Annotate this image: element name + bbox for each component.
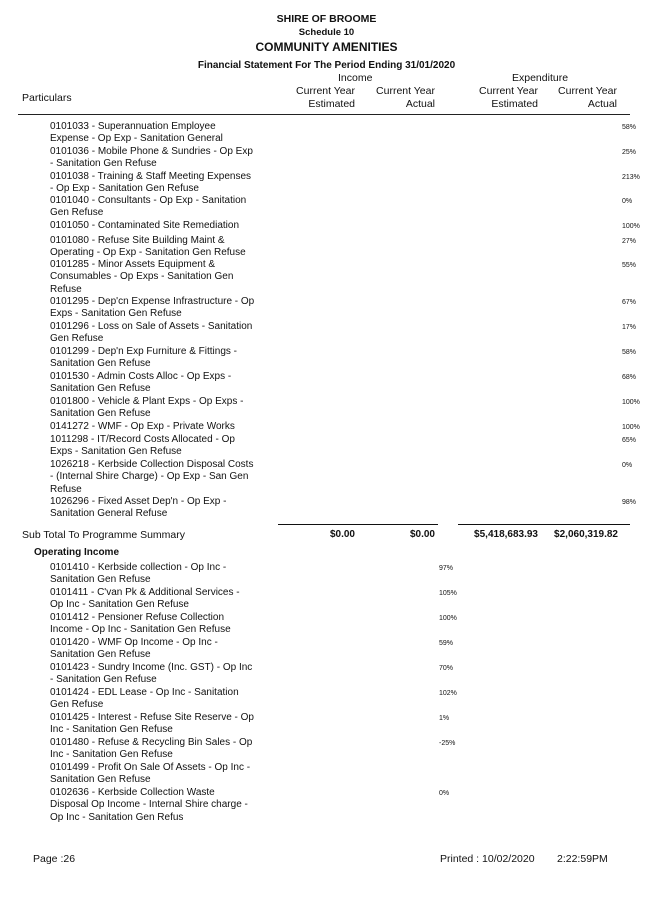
row-description: 1026296 - Fixed Asset Dep'n - Op Exp - Sanitation General Refuse [50, 496, 227, 520]
row-description: 0101499 - Profit On Sale Of Assets - Op Inc - Sanitation Gen Refuse [50, 762, 251, 786]
row-description: 0101285 - Minor Assets Equipment & Consumables - Op Exps - Sanitation Gen Refuse [50, 259, 234, 295]
row-description: 0101411 - C'van Pk & Additional Services - Op Inc - Sanitation Gen Refuse [50, 587, 240, 611]
row-description: 0101033 - Superannuation Employee Expense - Op Exp - Sanitation General [50, 121, 223, 145]
subtotal-expenditure-estimated: $5,418,683.93 [474, 529, 538, 540]
header-divider [18, 114, 630, 115]
percent-value: 67% [622, 299, 637, 306]
percent-value: 102% [439, 690, 457, 697]
printed-date: Printed : 10/02/2020 [440, 853, 535, 865]
percent-value: 100% [622, 399, 640, 406]
percent-value: -25% [439, 740, 456, 747]
row-description: 1026218 - Kerbside Collection Disposal Costs - (Internal Shire Charge) - Op Exp - San Gen Refuse [50, 459, 254, 495]
percent-value: 0% [622, 462, 633, 469]
percent-value: 25% [622, 149, 637, 156]
percent-value: 105% [439, 590, 457, 597]
row-description: 0101295 - Dep'cn Expense Infrastructure - Op Exps - Sanitation Gen Refuse [50, 296, 255, 320]
row-description: 0101040 - Consultants - Op Exp - Sanitation Gen Refuse [50, 195, 247, 219]
percent-value: 0% [622, 198, 633, 205]
percent-value: 213% [622, 174, 640, 181]
printed-time: 2:22:59PM [557, 853, 608, 865]
percent-value: 58% [622, 124, 637, 131]
subtotal-label: Sub Total To Programme Summary [22, 529, 186, 541]
row-description: 0101050 - Contaminated Site Remediation [50, 220, 240, 231]
report-title: COMMUNITY AMENITIES [255, 40, 398, 54]
expenditure-actual-header: Current Year Actual [558, 85, 617, 110]
subtotal-expenditure-actual: $2,060,319.82 [554, 529, 618, 540]
income-header: Income [338, 72, 373, 84]
expenditure-header: Expenditure [512, 72, 569, 84]
row-description: 0101036 - Mobile Phone & Sundries - Op Exp - Sanitation Gen Refuse [50, 146, 253, 170]
income-total-rule [278, 524, 438, 525]
row-description: 0141272 - WMF - Op Exp - Private Works [50, 421, 235, 432]
subtotal-income-estimated: $0.00 [329, 529, 355, 540]
percent-value: 58% [622, 349, 637, 356]
operating-income-heading: Operating Income [34, 547, 120, 558]
percent-value: 1% [439, 715, 450, 722]
percent-value: 59% [439, 640, 454, 647]
row-description: 0101412 - Pensioner Refuse Collection Income - Op Inc - Sanitation Gen Refuse [50, 612, 231, 636]
row-description: 0101038 - Training & Staff Meeting Expenses - Op Exp - Sanitation Gen Refuse [50, 171, 252, 195]
row-description: 0102636 - Kerbside Collection Waste Disposal Op Income - Internal Shire charge - Op Inc - Sanitation Gen Refus [50, 787, 248, 823]
row-description: 0101080 - Refuse Site Building Maint & Operating - Op Exp - Sanitation Gen Refuse [50, 235, 246, 259]
row-description: 0101480 - Refuse & Recycling Bin Sales - Op Inc - Sanitation Gen Refuse [50, 737, 253, 761]
row-description: 0101299 - Dep'n Exp Furniture & Fittings - Sanitation Gen Refuse [50, 346, 238, 370]
percent-value: 97% [439, 565, 454, 572]
percent-value: 70% [439, 665, 454, 672]
org-name: SHIRE OF BROOME [276, 13, 377, 25]
income-estimated-header: Current Year Estimated [296, 85, 355, 110]
percent-value: 100% [622, 223, 640, 230]
percent-value: 17% [622, 324, 637, 331]
percent-value: 65% [622, 437, 637, 444]
row-description: 0101423 - Sundry Income (Inc. GST) - Op Inc - Sanitation Gen Refuse [50, 662, 253, 686]
expense-total-rule [458, 524, 630, 525]
row-description: 0101296 - Loss on Sale of Assets - Sanitation Gen Refuse [50, 321, 253, 345]
page-number: Page :26 [33, 853, 76, 865]
percent-value: 98% [622, 499, 637, 506]
row-description: 0101425 - Interest - Refuse Site Reserve - Op Inc - Sanitation Gen Refuse [50, 712, 254, 736]
particulars-header: Particulars [22, 92, 72, 104]
report-subtitle: Financial Statement For The Period Ending 31/01/2020 [197, 60, 456, 71]
expenditure-estimated-header: Current Year Estimated [479, 85, 538, 110]
row-description: 0101420 - WMF Op Income - Op Inc - Sanitation Gen Refuse [50, 637, 218, 661]
percent-value: 27% [622, 238, 637, 245]
row-description: 1011298 - IT/Record Costs Allocated - Op Exps - Sanitation Gen Refuse [50, 434, 235, 458]
income-actual-header: Current Year Actual [376, 85, 435, 110]
row-description: 0101424 - EDL Lease - Op Inc - Sanitation Gen Refuse [50, 687, 239, 711]
subtotal-income-actual: $0.00 [409, 529, 435, 540]
row-description: 0101530 - Admin Costs Alloc - Op Exps - Sanitation Gen Refuse [50, 371, 232, 395]
percent-value: 100% [622, 424, 640, 431]
schedule-label: Schedule 10 [298, 27, 355, 38]
percent-value: 0% [439, 790, 450, 797]
row-description: 0101800 - Vehicle & Plant Exps - Op Exps - Sanitation Gen Refuse [50, 396, 244, 420]
percent-value: 55% [622, 262, 637, 269]
percent-value: 100% [439, 615, 457, 622]
percent-value: 68% [622, 374, 637, 381]
row-description: 0101410 - Kerbside collection - Op Inc - Sanitation Gen Refuse [50, 562, 227, 586]
